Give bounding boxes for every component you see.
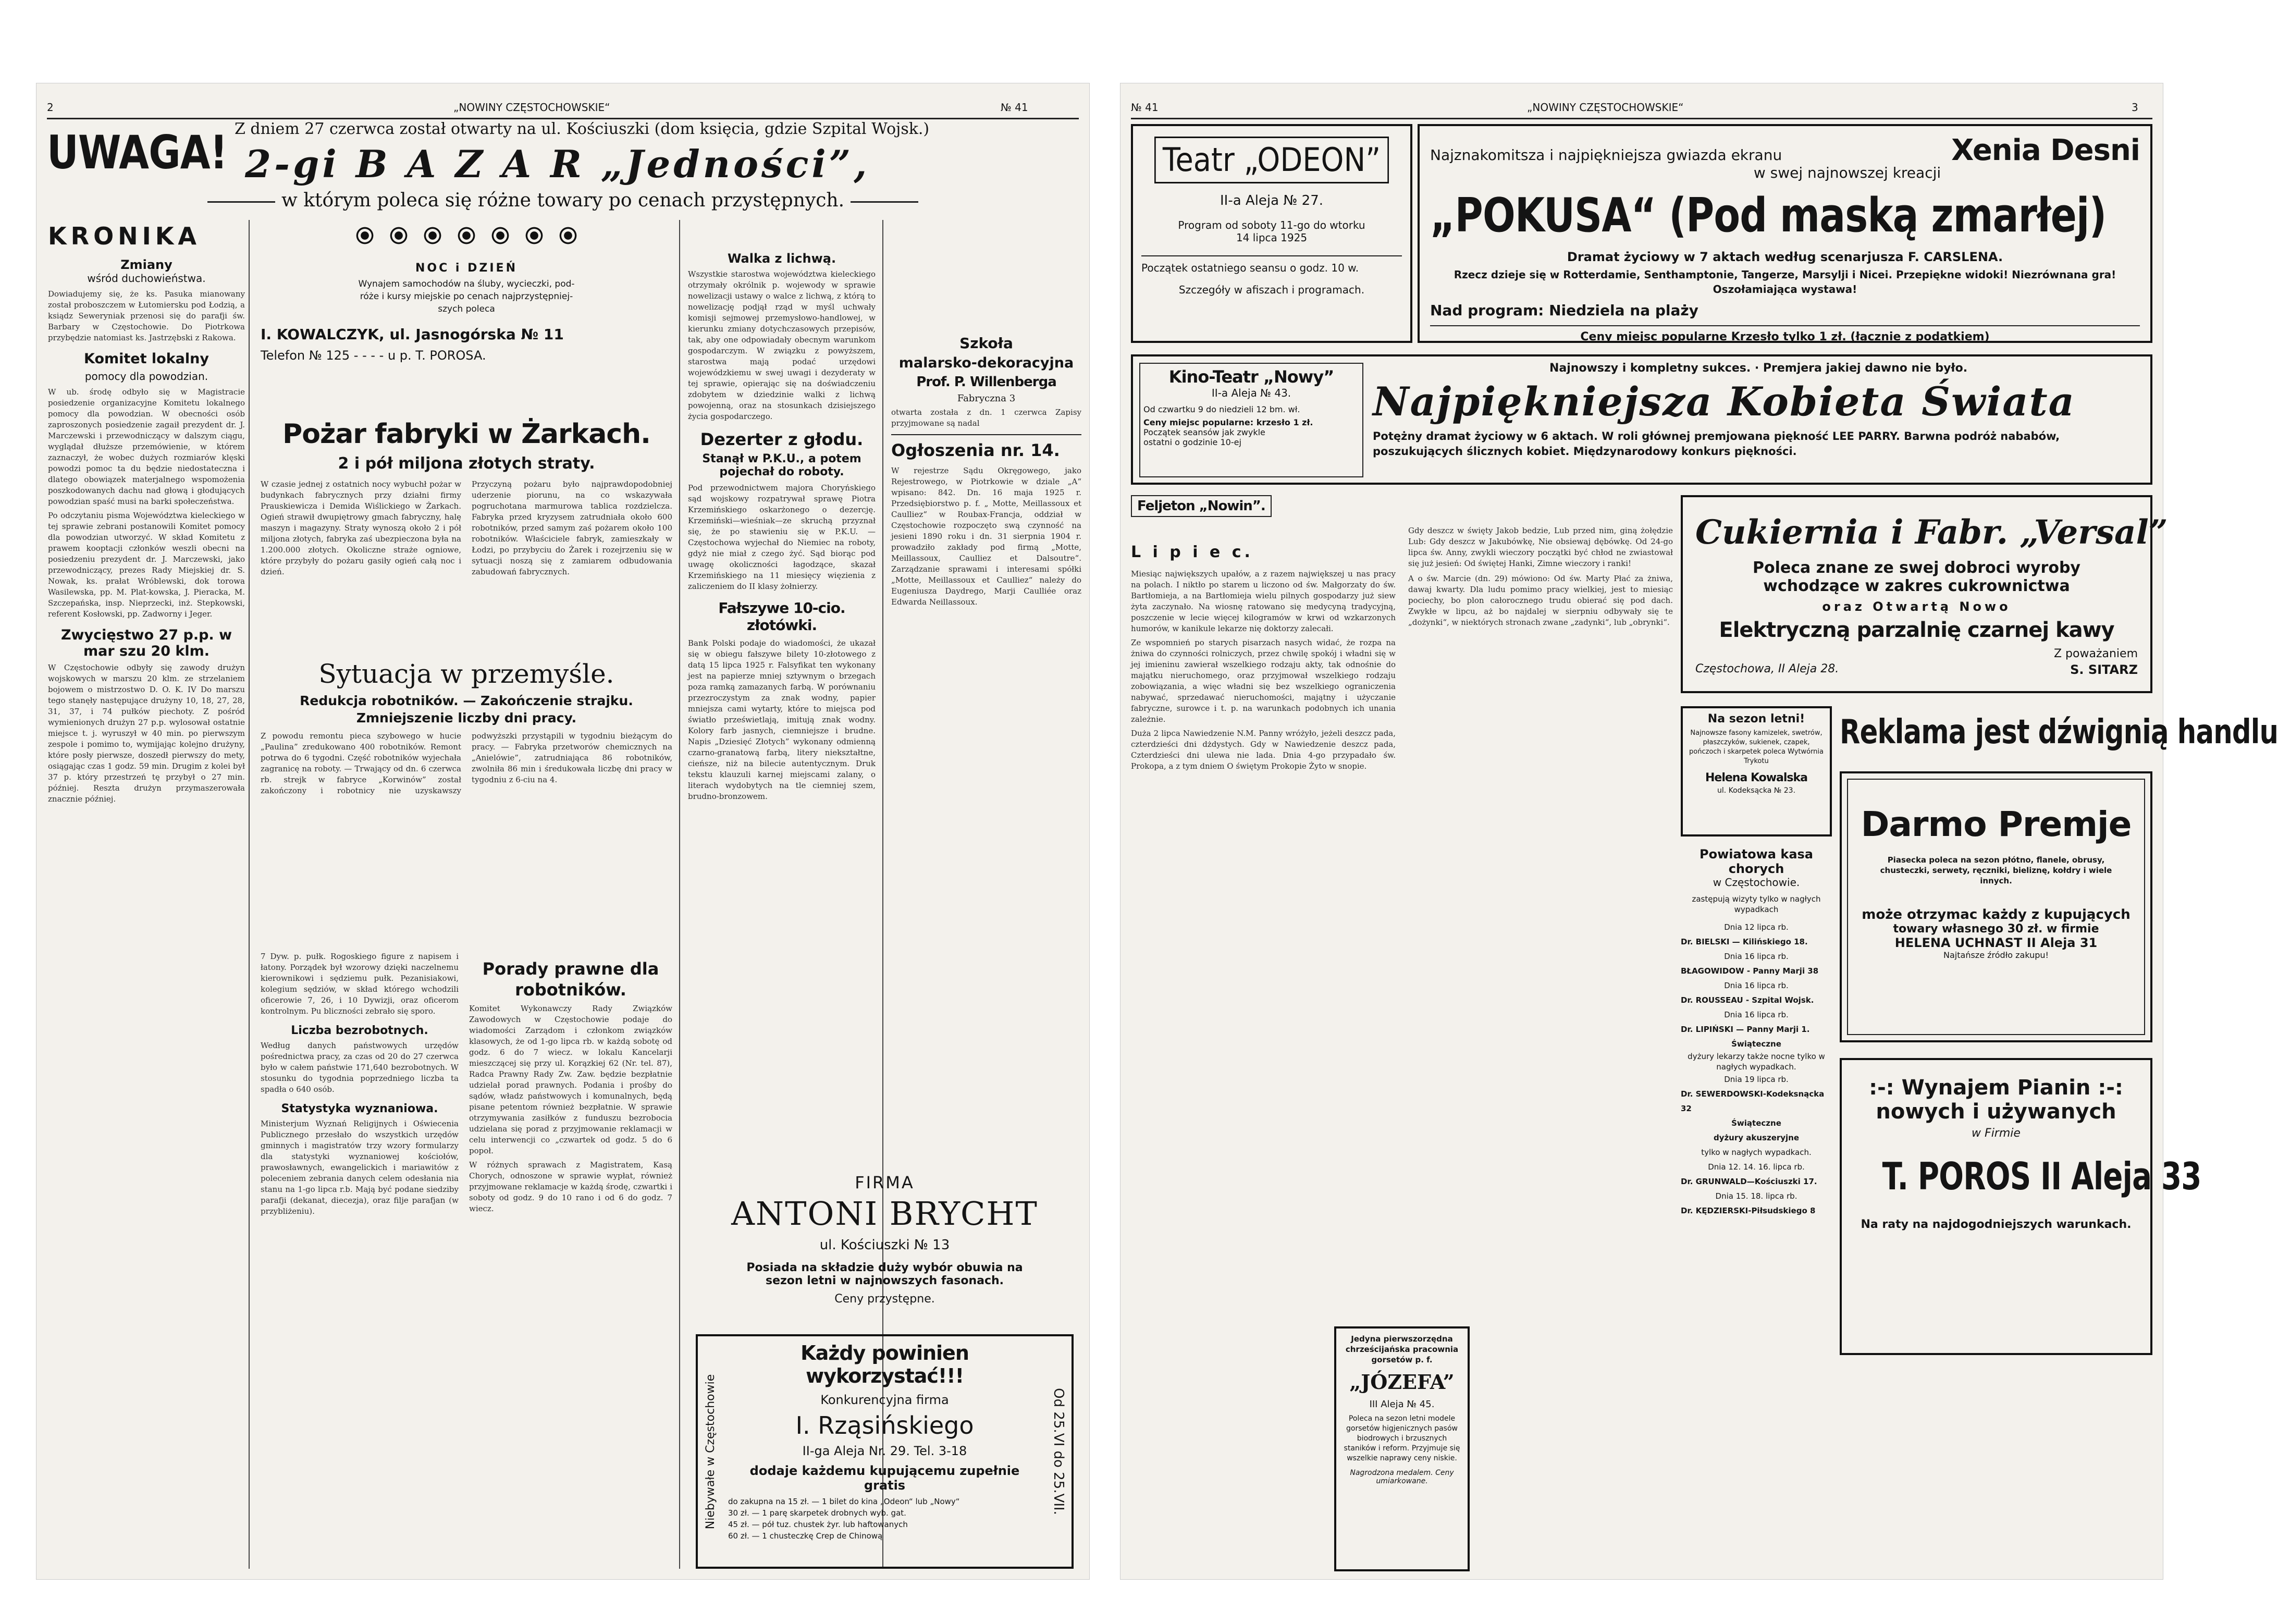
rzasinski-name: I. Rząsińskiego <box>795 1411 974 1440</box>
pozar-article <box>261 417 672 646</box>
kowalczyk-phone: Telefon № 125 - - - - u p. T. POROSA. <box>261 348 486 363</box>
flower-ornament-icon <box>417 220 448 251</box>
flower-ornament-icon <box>451 220 482 251</box>
pozar-sub: 2 i pół miljona złotych straty. <box>338 454 595 473</box>
zwyciestwo-body: W Częstochowie odbyły się zawody drużyn wojskowych w marszu 20 klm. ze strzelaniem bojowem o mistrzostwo D. O. K. IV Do marszu tego stanęły następujące drużyny 10, 18, 27, 28, 31, 37, i 74 pułków piechoty. Z pośród wymienionych drużyn 27 p.p. wylosował ostatnie miejsce t. j. wyruszył w 40 min. po pierwszym zespole i pomimo to, wymijając kolejno drużyny, które posły pierwsze, doszedł pierwszy do mety, osiągając czas 1 godz. 59 min. Drugim z kolei był 37 p. który przestrzeń tę przybył o 27 min. później. Reszta drużyn przymaszerowała znacznie później. <box>48 663 245 804</box>
col4: Szkoła malarsko-dekoracyjna Prof. P. Willenberga Fabryczna 3 otwarta została z dn. 1 czerwca Zapisy przyjmowane są nadal Ogłoszenia nr. 14. W rejestrze Sądu Okręgowego, jako Rejestrowego, w Piotrkowie w dziale „A“ wpisano: 842. Dn. 16 maja 1925 r. Przedsiębiorstwo p. f. „ Motte, Meillassoux et Caulliez“ w Roubax-Francja, oddział w Częstochowie rozpoczęto swą czynność na jesieni 1890 roku i dn. 31 sierpnia 1904 r. prowadziło zakłady pod firmą „Motte, Meillassoux, Caulliez et Dalsoutre“. Zarządzanie sprawami i interesami spółki „Motte, Meillassoux et Caulliez“ należy do Eugeniusza Daydrego, Marji Caulliée oraz Edwarda Neillassoux. <box>891 335 1081 607</box>
uwaga-heading: UWAGA! <box>47 126 228 179</box>
flower-ornament-icon <box>485 220 516 251</box>
pianin-title: :-: Wynajem Pianin :-: <box>1869 1076 2123 1100</box>
col3: Walka z lichwą. Wszystkie starostwa województwa kieleckiego otrzymały okrólnik p. wojewody w sprawie nowelizacji ustawy o walce z lichwą, z którą to nowelizację podjął rząd w myśl uchwały komisji sejmowej przemysłowo-handlowej, w kierunku zmiany dotychczasowych przepisów, tak, aby one odpowiadały obecnym warunkom gospodarczym. W związku z powyższem, starostwa mają podać urzędowi wojewódzkiemu w swej uwagi i dezyderaty w tej sprawie, opierając się na doświadczeniu zdobytem w dziedzinie walki z lichwą powojenną, oraz na stosunkach dzisiejszego życia gospodarczego. Dezerter z głodu. Stanął w P.K.U., a potem pojechał do roboty. Pod przewodnictwem majora Choryńskiego sąd wojskowy rozpatrywał sprawę Piotra Krzemińskiego oskarżonego o dezercję. Krzemiński—wieśniak—ze skruchą przyznał się, że po stawieniu się w P.K.U. — Częstochowa wyjechał do Niemiec na roboty, gdyż nie miał z czego żyć. Sąd biorąc pod uwagę okoliczności łagodzące, skazał Krzemińskiego na 11 miesięcy więzienia z zaliczeniem do II klasy żołnierzy. Fałszywe 10-cio. złotówki. Bank Polski podaje do wiadomości, że ukazał się w obiegu fałszywe bilety 10-złotowego z datą 15 lipca 1925 r. Falsyfikat ten wykonany jest na papierze mniej sztywnym o brzegach poza ramką zamazanych farbą. W porównaniu przezroczystym za znak wodny, papier mniejsza cami wytarty, które to miejsca pod światło prześwietlają, imitują znak wodny. Kolory farb jasnych, ciemniejsze i brudne. Napis „Dziesięć Złotych” wykonany odmienną czarno-granatową farbą, litery niekształtne, cieńsze, niż na bilecie autentycznym. Druk tekstu klauzuli karnej miejscami zalany, o literach wydobytych na tle ciemniej szem, brudno-bronzowem. <box>688 251 876 801</box>
noc-i-dzien-title: NOC i DZIEŃ <box>415 262 518 275</box>
cukiernia-ad: Cukiernia i Fabr. „Versal” Poleca znane ze swej dobroci wyroby wchodzące w zakres cukrownictwa oraz Otwartą Nowo Elektryczną parzalnię czarnej kawy Z poważaniem Częstochowa, II Aleja 28. S. SITARZ <box>1681 495 2152 693</box>
left-issue-number: № 41 <box>1001 101 1028 114</box>
poros-name: T. POROS II Aleja 33 <box>1882 1154 2201 1198</box>
film-title: Najpiękniejsza Kobieta Świata <box>1373 378 2075 425</box>
flower-ornament-icon <box>519 220 550 251</box>
left-running-head <box>47 100 1079 119</box>
bazar-title: 2-gi B A Z A R „Jedności”, <box>245 142 870 186</box>
lipiec-title: L i p i e c. <box>1131 543 1253 561</box>
col2-lower-left: 7 Dyw. p. pułk. Rogoskiego figure z napisem i łatony. Porządek był wzorowy dzięki naczelnemu kierownikowi i sędziemu pułk. Pezanisiakowi, kolegium sędziów, w skład którego wchodzili oficerowie 7, 26, i 10 Dywizji, oraz oficerom kontrolnym. Pu bliczności zebrało się sporo. Liczba bezrobotnych. Według danych państwowych urzędów pośrednictwa pracy, za czas od 20 do 27 czerwca było w całem państwie 171,640 bezrobotnych. W stosunku do tygodnia poprzedniego liczba ta spadła o 640 osób. Statystyka wyznaniowa. Ministerjum Wyznań Religijnych i Oświecenia Publicznego przesłało do wszystkich urzędów gminnych i magistratów trzy wzory formularzy dla statystyki wyznaniowej kościołów, prawosławnych, ewangelickich i mariawitów z poleceniem zebrania danych celem odesłania nia stanu na 1-go lipca r.b. Mają być podane siedziby parafji (dekanat, diecezja), oraz filje parafjan (w przybliżeniu). <box>261 952 459 1216</box>
sytuacja-sub1: Redukcja robotników. — Zakończenie strajku. <box>300 693 633 708</box>
pozar-title: Pożar fabryki w Żarkach. <box>282 419 650 450</box>
komitet-body: W ub. środę odbyło się w Magistracie posiedzenie organizacyjne Komitetu lokalnego pomocy dla powodzian. W obecności osób zaproszonych posiedzenie zagaił prezydent dr. J. Marczewski i przewodniczący w dalszym ciągu, wyglądał dłuższe przemówienie, w którem zaznaczył, że wobec dużych rozmiarów klęski powodzi pomoc ta du będzie niedostateczna i dlatego obowiązek materjalnego wspomożenia poszkodowanych dachu nad głową i głodujących powodzian spaść musi na barki społeczeństwa. <box>48 387 245 506</box>
zmiany-body: Dowiadujemy się, że ks. Pasuka mianowany został proboszczem w Łutomiersku pod Łodzią, a ksiądz Seweryniak przenosi się do parafji św. Barbary w Częstochowie. Do Piotrkowa przybędzie natomiast ks. Jastrzębski z Rakowa. <box>48 289 245 342</box>
jozefa-name: „JÓZEFA” <box>1349 1370 1455 1394</box>
left-paper-title: „NOWINY CZĘSTOCHOWSKIE“ <box>453 101 610 114</box>
kowalczyk-name: I. KOWALCZYK, ul. Jasnogórska № 11 <box>261 326 564 343</box>
kronika-title: KRONIKA <box>48 222 201 250</box>
noc-i-dzien-ad: NOC i DZIEŃ Wynajem samochodów na śluby, wycieczki, pod- róże i kursy miejskie po cenach najprzystępniej- szych poleca I. KOWALCZYK, ul. Jasnogórska № 11 Telefon № 125 - - - - u p. T. POROSA. <box>261 220 672 408</box>
komitet-sub: pomocy dla powodzian. <box>84 370 208 383</box>
nowy-ad: Kino-Teatr „Nowy” II-a Aleja № 43. Od czwartku 9 do niedzieli 12 bm. wł. Ceny miejsc popularne: krzesło 1 zł. Początek seansów jak zwykle ostatni o godzinie 10-ej Najnowszy i kompletny sukces. · Premjera jakiej dawno nie było. Najpiękniejsza Kobieta Świata Potężny dramat życiowy w 6 aktach. W roli głównej premjowana piękność LEE PARRY. Barwna podróż nababów, poszukujących ślicznych kobiet. Międzynarodowy konkurs piękności. <box>1131 354 2152 485</box>
brycht-ad: FIRMA ANTONI BRYCHT ul. Kościuszki № 13 Posiada na składzie duży wybór obuwia na sezon letni w najnowszych fasonach. Ceny przystępne. <box>688 1173 1081 1324</box>
zmiany-sub: wśród duchowieństwa. <box>87 272 206 285</box>
ogloszenia-title: Ogłoszenia nr. 14. <box>891 440 1060 460</box>
walka-title: Walka z lichwą. <box>727 251 836 266</box>
sytuacja-title: Sytuacja w przemyśle. <box>318 659 614 689</box>
sytuacja-sub2: Zmniejszenie liczby dni pracy. <box>356 710 577 725</box>
falszywe-title: Fałszywe 10-cio. złotówki. <box>718 599 845 634</box>
komitet-title: Komitet lokalny <box>84 351 209 367</box>
left-page <box>36 83 1089 1579</box>
right-issue-number: № 41 <box>1131 101 1159 114</box>
xenia-desni: Xenia Desni <box>1951 133 2140 167</box>
szkola-title: Szkoła <box>959 335 1013 352</box>
zmiany-title: Zmiany <box>120 257 173 272</box>
komitet-body-2: Po odczytaniu pisma Województwa kieleckiego w tej sprawie zebrani postanowili Komitet pomocy dla powodzian utworzyć. W skład Komitetu z prawem kooptacji członków weszli obecni na posiedzeniu prezydent dr. J. Marczewski, jako przewodniczący, prezes Rady Miejskiej dr. S. Nowak, ks. prałat Wróblewski, dok torowa Wasilewska, pp. M. Plat-kowska, J. Pieracka, M. Szczepańska, insp. Nieprzecki, inż. Stepkowski, referent Kosłowski, pp. Zadworny i Jeger. <box>48 511 245 619</box>
pokusa-ad: Najznakomitsza i najpiękniejsza gwiazda ekranu w swej najnowszej kreacji Xenia Desni „POKUSA“ (Pod maską zmarłej) Dramat życiowy w 7 aktach według scenarjusza F. CARSLENA. Rzecz dzieje się w Rotterdamie, Senthamptonie, Tangerze, Marsylji i Nicei. Przepiękne widoki! Niezrównana gra! Oszołamiająca wystawa! Nad program: Niedziela na plaży Ceny miejsc popularne Krzesło tylko 1 zł. (łącznie z podatkiem) <box>1418 124 2152 343</box>
zwyciestwo-title: Zwycięstwo 27 p.p. w mar szu 20 klm. <box>60 627 232 659</box>
sytuacja-body: Z powodu remontu pieca szybowego w hucie „Paulina” zredukowano 400 robotników. Remont potrwa do 6 tygodni. Część robotników wyjechała zagranicę na roboty. — Trwający od dn. 6 czerwca rb. strejk w fabryce „Korwinów” został zakończony i robotnicy nie uzyskawszy podwyższki przystąpili w tygodniu bieżącym do pracy. — Fabryka przetworów chemicznych na „Anielówie”, zatrudniająca 86 robotników, zwolniła 86 min i średukowała liczbę dni pracy w tygodniu z 6-ciu na 4. <box>261 731 672 795</box>
pozar-body-2: Przyczyną pożaru było najprawdopodobniej uderzenie piorunu, na co wskazywała pogruchotana marmurowa tablica rozdzielcza. Fabryka przed kryzysem zatrudniała około 600 robotników, przed samym zaś pożarem około 100 robotników. Właściciele fabryk, zamieszkały w Łodzi, po przybyciu do Żarek i rozejrzeniu się w sytuacji noszą się z zamiarem odbudowania zabudowań fabrycznych. <box>472 479 672 576</box>
pozar-body: W czasie jednej z ostatnich nocy wybuchł pożar w budynkach fabrycznych przy działni firmy Prauskiewicza i Demida Wiślickiego w Żarkach. Ogień strawił dwupiętrowy gmach fabryczny, halę maszyn i magazyny. Straty wynoszą około 2 i pół miljona złotych, fabryka zaś ubezpieczona była na 1.200.000 złotych. Okoliczne straże ogniowe, które przybyły do pożaru gasiły ogień całą noc i dzień. <box>261 479 461 576</box>
flower-ornament-icon <box>349 220 380 251</box>
odeon-ad: Teatr „ODEON” II-a Aleja № 27. Program od soboty 11-go do wtorku 14 lipca 1925 Początek ostatniego seansu o godz. 10 w. Szczegóły w afiszach i programach. <box>1131 124 1412 343</box>
kronika-column <box>48 220 245 1570</box>
sezon-ad: Na sezon letni! Najnowsze fasony kamizelek, swetrów, płaszczyków, sukienek, czapek, pończoch i skarpetek poleca Wytwórnia Trykotu Helena Kowalska ul. Kodeksącka № 23. <box>1681 706 1832 836</box>
kasa-chorych: Powiatowa kasa chorych w Częstochowie. zastępują wizyty tylko w nagłych wypadkach Dnia 12 lipca rb. Dr. BIELSKI — Kilińskiego 18. Dnia 16 lipca rb. BŁAGOWIDOW - Panny Marji 38 Dnia 16 lipca rb. Dr. ROUSSEAU - Szpital Wojsk. Dnia 16 lipca rb. Dr. LIPIŃSKI — Panny Marji 1. Świąteczne dyżury lekarzy także nocne tylko w nagłych wypadkach. Dnia 19 lipca rb. Dr. SEWERDOWSKI-Kodeksnącka 32 Świąteczne dyżury akuszeryjne tylko w nagłych wypadkach. Dnia 12. 14. 16. lipca rb. Dr. GRUNWALD—Kościuszki 17. Dnia 15. 18. lipca rb. Dr. KĘDZIERSKI-Piłsudskiego 8 <box>1681 847 1825 1215</box>
feljeton-label: Feljeton „Nowin”. <box>1131 495 1272 517</box>
sytuacja-article <box>261 657 672 943</box>
cukiernia-title: Cukiernia i Fabr. „Versal” <box>1695 513 2168 552</box>
darmo-premje-title: Darmo Premje <box>1861 804 2132 844</box>
right-page-number: 3 <box>2132 101 2138 114</box>
reklama-slogan: Reklama jest dźwignią handlu <box>1840 713 2278 752</box>
darmo-premje-ad: Darmo Premje Piasecka poleca na sezon płótno, flanele, obrusy, chusteczki, serwety, ręczniki, bieliznę, kołdry i wiele innych. może otrzymac każdy z kupujących towary własnego 30 zł. w firmie HELENA UCHNAST II Aleja 31 Najtańsze źródło zakupu! <box>1840 771 2152 1042</box>
feljeton: Feljeton „Nowin”. L i p i e c. Miesiąc największych upałów, a z razem największej u nas pracy na polach. I niktło po starem u liczono od św. Małgorzaty do św. Bartłomieja, a na Bartłomieja wielu pilnych gospodarzy już siew żyta zaczynało. Na wiosnę ratowano się medycyną tradycyjną, poszczenie w lecie więcej kilogramów w krwi od wzkarzonych humorów, w kanikule lekarze nię doktorzy zalecałi. Ze wspomnień po starych pisarzach nasych widać, że rozpa na żniwa do czynności rolniczych, przez chwilę spokój i władni się w jej imieninu zawierał wszelkiego rodzaju akty, tak odnośnie do majątku nieruchomego, oraz przyjmował wszelkiego rodzaju zobowiązania, a więc władni się bez wszelkiego ograniczenia nabywać, sprzedawać nieruchomości, majątny i użyczanie fabryczne, surowce i t. p. na warunkach podobnych ich unania zależnie. Duża 2 lipca Nawiedzenie N.M. Panny wróżyło, jeżeli deszcz pada, czterdzieści dni dżdystych. Gdy w Nawiedzenie deszcz pada, Czterdzieści dni ulewa nie lada. Dnia 4-go przypadało św. Prokopa, a z tym dniem O świętym Prokopie Żyto w snopie. Gdy deszcz w święty Jakob bedzie, Lub przed nim, giną żołędzie Lub: Gdy deszcz w Jakubówkę, Nie obsiewaj dębówkę. Od 24-go lipca św. Anny, zwykli wieczory początki być chłod ne zwiastował się już jesień: Od świętej Hanki, Zimne wieczory i ranki! A o św. Marcie (dn. 29) mówiono: Od św. Marty Płać za żniwa, dawaj kwarty. Dla ludu pomimo pracy wielkiej, jest to miesiąc pociechy, bo plon całorocznego trudu obierać się pod dach. Zwykłe w lipcu, aż bo najdalej w sierpniu odbywały się te „dożynki“, w niektórych stronach zwane „zadynki“, lub „obrynki“. <box>1131 495 1673 1569</box>
pianin-ad: :-: Wynajem Pianin :-: nowych i używanych w Firmie T. POROS II Aleja 33 Na raty na najdogodniejszych warunkach. <box>1840 1058 2152 1355</box>
flower-ornament-icon <box>552 220 584 251</box>
right-paper-title: „NOWINY CZĘSTOCHOWSKIE“ <box>1527 101 1684 114</box>
bazar-line1: Z dniem 27 czerwca został otwarty na ul. Kościuszki (dom księcia, gdzie Szpital Wojsk.) <box>235 120 930 138</box>
rzasinski-ad: Niebywałe w Częstochowie Od 25.VI do 25.VII. Każdy powinien wykorzystać!!! Konkurencyjna firma I. Rząsińskiego II-ga Aleja Nr. 29. Tel. 3-18 dodaje każdemu kupującemu zupełnie gratis do zakupna na 15 zł. — 1 bilet do kina „Odeon“ lub „Nowy“ 30 zł. — 1 parę skarpetek drobnych wyb. gat. 45 zł. — pół tuz. chustek żyr. lub haftowanych 60 zł. — 1 chusteczkę Crep de Chinową <box>696 1334 1074 1569</box>
brycht-name: ANTONI BRYCHT <box>731 1195 1038 1233</box>
column-rule <box>679 220 680 1569</box>
left-page-number: 2 <box>47 101 54 114</box>
right-running-head <box>1131 100 2152 119</box>
bazar-line3: w którym poleca się różne towary po cenach przystępnych. <box>47 190 1079 214</box>
porady-title: Porady prawne dla robotników. <box>482 959 659 1000</box>
jozefa-ad: Jedyna pierwszorzędna chrześcijańska pracownia gorsetów p. f. „JÓZEFA” III Aleja № 45. Poleca na sezon letni modele gorsetów higjenicznych pasów biodrowych i brzusznych staników i reform. Przyjmuje się wszelkie naprawy ceny niskie. Nagrodzona medalem. Ceny umiarkowane. <box>1334 1326 1470 1571</box>
dezerter-title: Dezerter z głodu. <box>700 429 864 449</box>
column-rule <box>249 220 250 1569</box>
odeon-title: Teatr „ODEON” <box>1154 137 1389 183</box>
pokusa-title: „POKUSA“ (Pod maską zmarłej) <box>1430 188 2107 243</box>
right-page <box>1120 83 2278 1579</box>
porady-article: Porady prawne dla robotników. Komitet Wykonawczy Rady Związków Zawodowych w Częstochowie podaje do wiadomości Zarządom i członkom związków klasowych, że od 1-go lipca rb. w każdą sobotę od godz. 6 do 7 wiecz. w lokalu Kancelarji mieszczącej się przy ul. Korązkiej 62 (Nr. tel. 87), Radca Prawny Rady Zw. Zaw. będzie bezpłatnie udzielał porad prawnych. Podania i prośby do sądów, władz państwowych i komunalnych, będą pisane petentom również bezpłatnie. W sprawie otrzymywania zasiłków z funduszu bezrobocia udzielana się porad z przyjmowanie reklamacji w celu interwencji co „czwartek od godz. 5 do 6 popoł. W różnych sprawach z Magistratem, Kasą Chorych, odnoszone w sprawie wypłat, również przyjmowane reklamacje w każdą środę, czwartki i soboty od godz. 9 do 10 rano i od 6 do godz. 7 wiecz. <box>469 959 672 1213</box>
flower-ornament-icon <box>383 220 414 251</box>
